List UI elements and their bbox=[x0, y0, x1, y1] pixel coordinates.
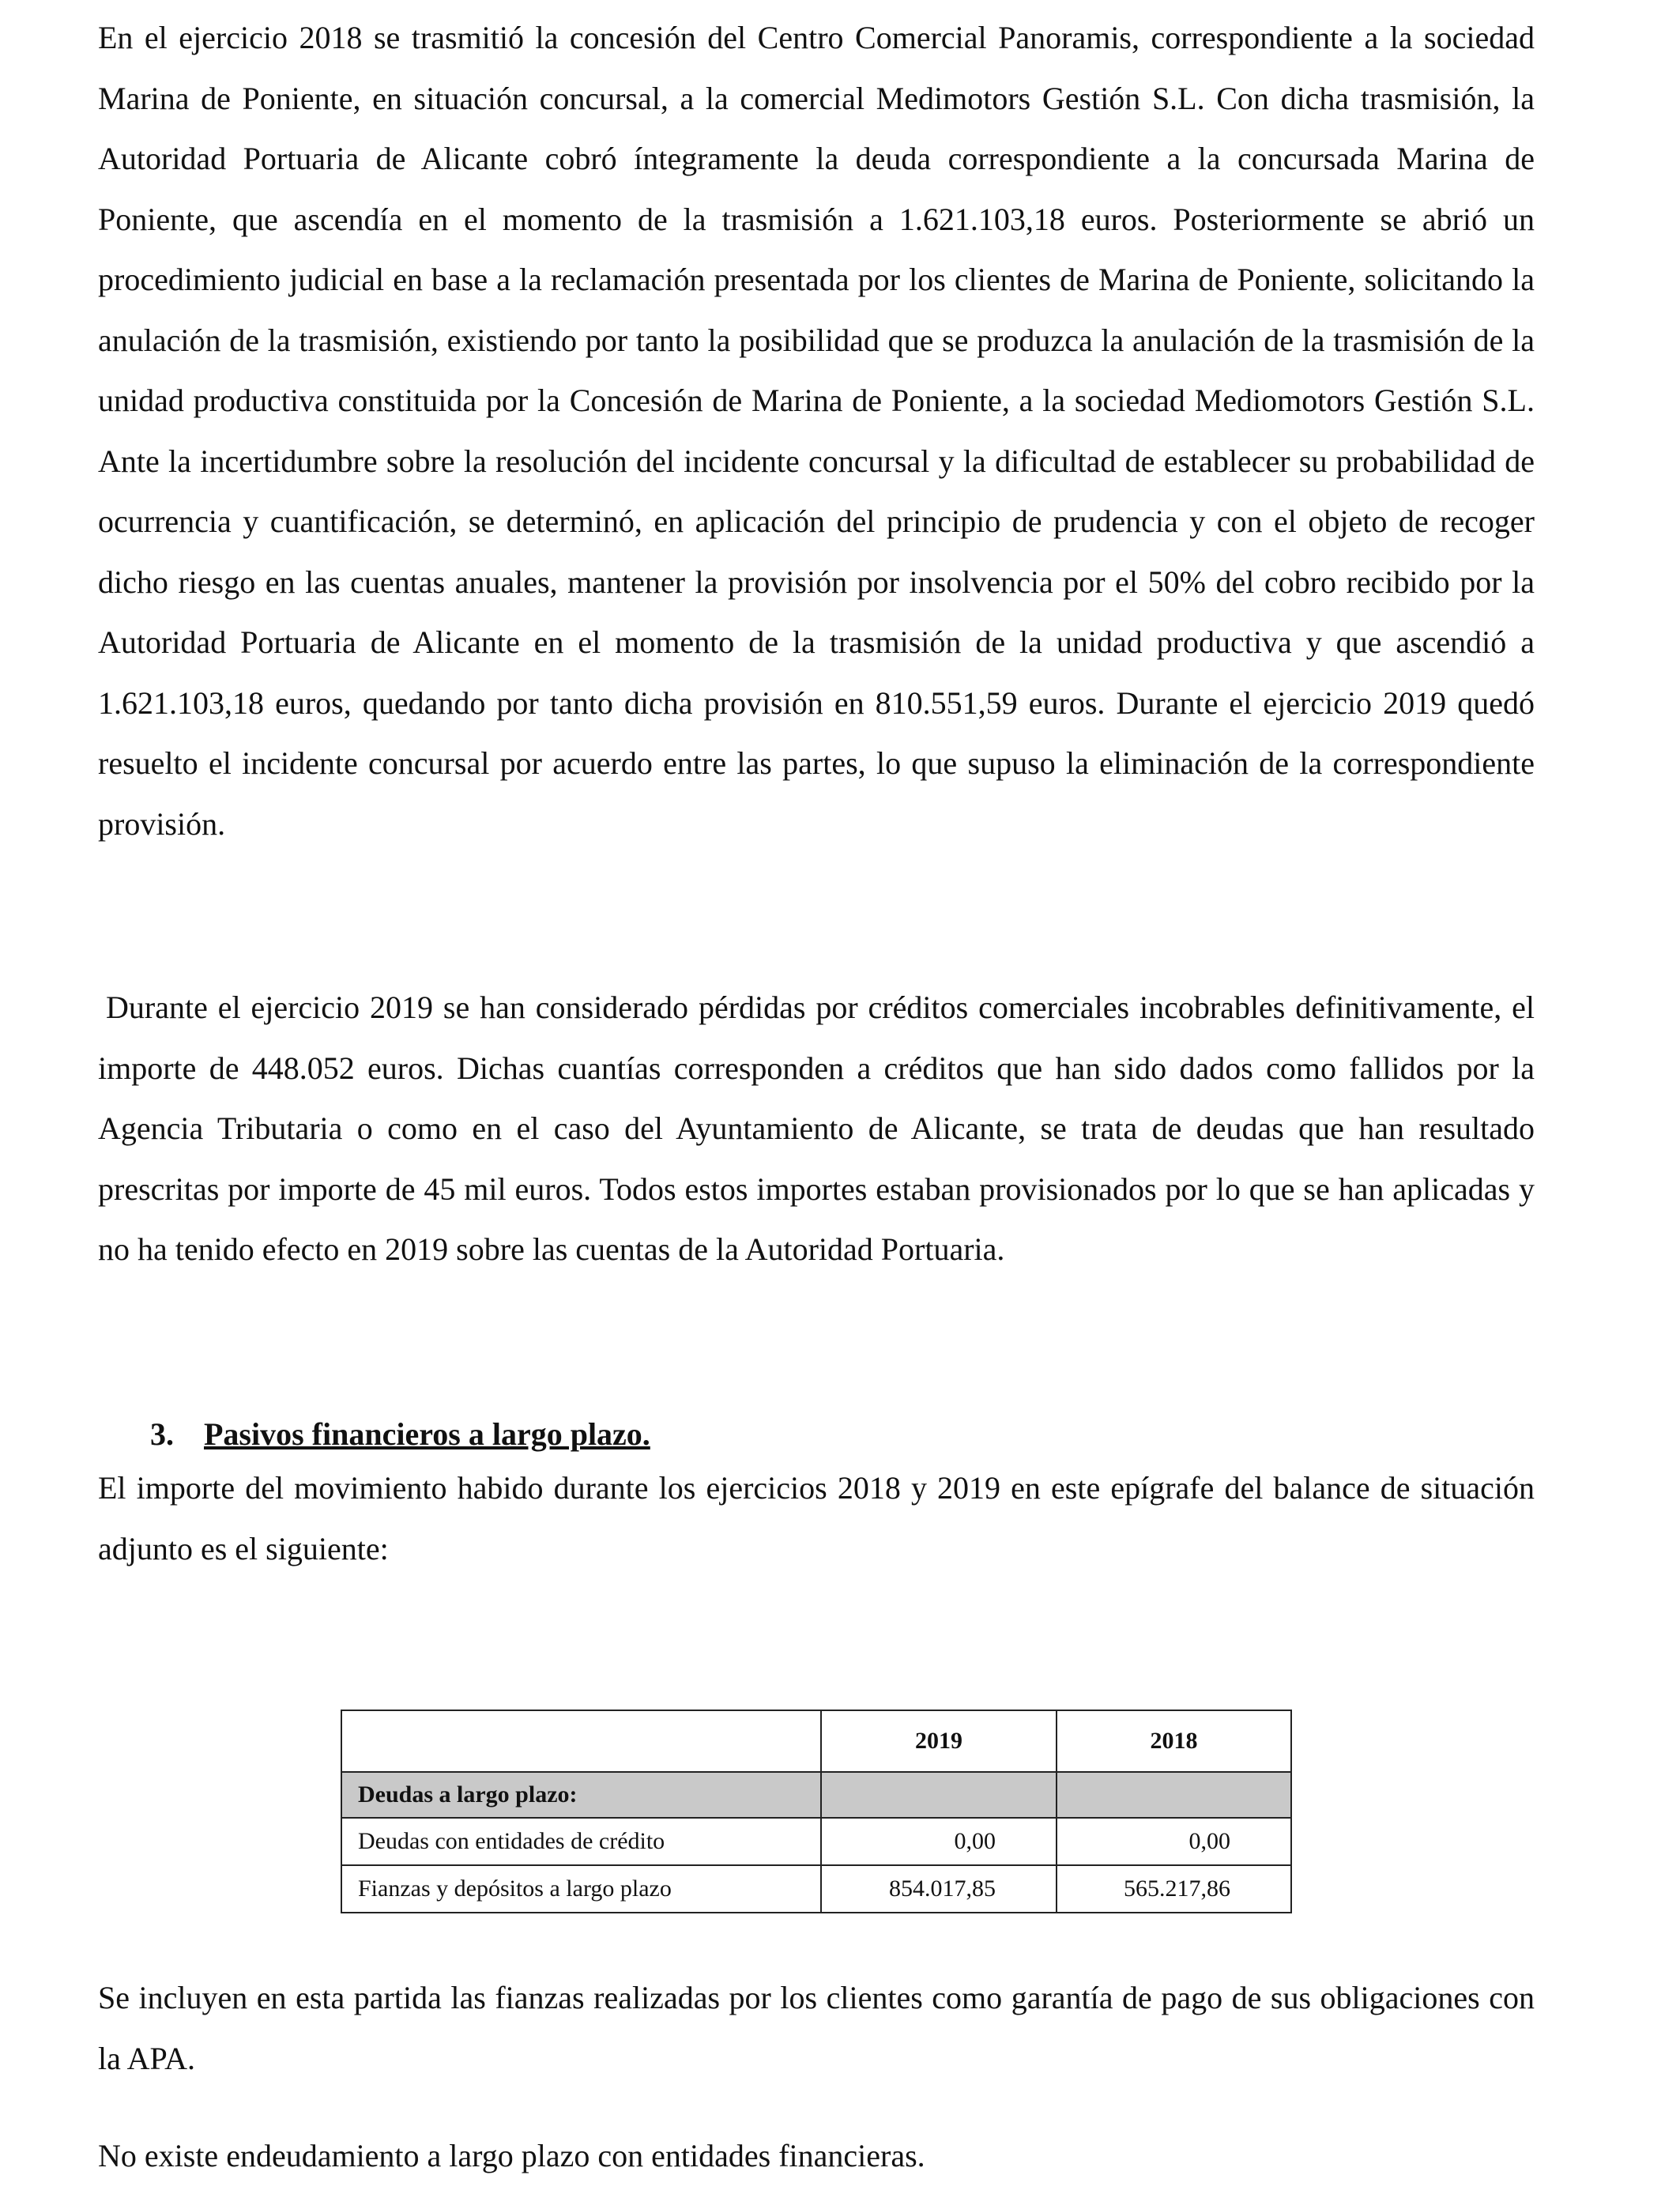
row-value-2018: 565.217,86 bbox=[1057, 1865, 1291, 1913]
paragraph-creditos-incobrables: Durante el ejercicio 2019 se han considerado pérdidas por créditos comerciales incobrables definitivamente, el importe de 448.052 euros. Dichas cuantías corresponden a créditos que han sido dados como fallidos por la Agencia Tributaria o como en el caso del Ayuntamiento de Alicante, se trata de deudas que han resultado prescritas por importe de 45 mil euros. Todos estos importes estaban provisionados por lo que se han aplicadas y no ha tenido efecto en 2019 sobre las cuentas de la Autoridad Portuaria. bbox=[98, 990, 1535, 1267]
section-number: 3. bbox=[150, 1416, 174, 1452]
paragraph-endeudamiento: No existe endeudamiento a largo plazo con entidades financieras. bbox=[98, 2138, 925, 2173]
row-value-2018: 0,00 bbox=[1057, 1818, 1291, 1865]
table-row bbox=[341, 1818, 1291, 1865]
section-label: Deudas a largo plazo: bbox=[341, 1772, 821, 1818]
header-label-cell bbox=[341, 1710, 821, 1772]
row-label: Deudas con entidades de crédito bbox=[341, 1818, 821, 1865]
header-year-2019: 2019 bbox=[821, 1710, 1057, 1772]
paragraph-movimiento-intro: El importe del movimiento habido durante los ejercicios 2018 y 2019 en este epígrafe del balance de situación adjunto es el siguiente: bbox=[98, 1470, 1535, 1566]
row-label: Fianzas y depósitos a largo plazo bbox=[341, 1865, 821, 1913]
table-row bbox=[341, 1865, 1291, 1913]
section-title: Pasivos financieros a largo plazo. bbox=[204, 1416, 650, 1452]
row-value-2019: 854.017,85 bbox=[821, 1865, 1057, 1913]
table-section-row bbox=[341, 1772, 1291, 1818]
paragraph-fianzas: Se incluyen en esta partida las fianzas realizadas por los clientes como garantía de pago de sus obligaciones con la APA. bbox=[98, 1980, 1535, 2076]
paragraph-concesion-panoramis: En el ejercicio 2018 se trasmitió la concesión del Centro Comercial Panoramis, correspondiente a la sociedad Marina de Poniente, en situación concursal, a la comercial Medimotors Gestión S.L. Con dicha trasmisión, la Autoridad Portuaria de Alicante cobró íntegramente la deuda correspondiente a la concursada Marina de Poniente, que ascendía en el momento de la trasmisión a 1.621.103,18 euros. Posteriormente se abrió un procedimiento judicial en base a la reclamación presentada por los clientes de Marina de Poniente, solicitando la anulación de la trasmisión, existiendo por tanto la posibilidad que se produzca la anulación de la trasmisión de la unidad productiva constituida por la Concesión de Marina de Poniente, a la sociedad Mediomotors Gestión S.L. Ante la incertidumbre sobre la resolución del incidente concursal y la dificultad de establecer su probabilidad de ocurrencia y cuantificación, se determinó, en aplicación del principio de prudencia y con el objeto de recoger dicho riesgo en las cuentas anuales, mantener la provisión por insolvencia por el 50% del cobro recibido por la Autoridad Portuaria de Alicante en el momento de la trasmisión de la unidad productiva y que ascendió a 1.621.103,18 euros, quedando por tanto dicha provisión en 810.551,59 euros. Durante el ejercicio 2019 quedó resuelto el incidente concursal por acuerdo entre las partes, lo que supuso la eliminación de la correspondiente provisión. bbox=[98, 20, 1535, 842]
table-header-row bbox=[341, 1710, 1291, 1772]
section-heading bbox=[150, 1404, 650, 1465]
header-year-2018: 2018 bbox=[1057, 1710, 1291, 1772]
row-value-2019: 0,00 bbox=[821, 1818, 1057, 1865]
section-empty-2019 bbox=[821, 1772, 1057, 1818]
pasivos-table bbox=[341, 1710, 1292, 1913]
section-empty-2018 bbox=[1057, 1772, 1291, 1818]
